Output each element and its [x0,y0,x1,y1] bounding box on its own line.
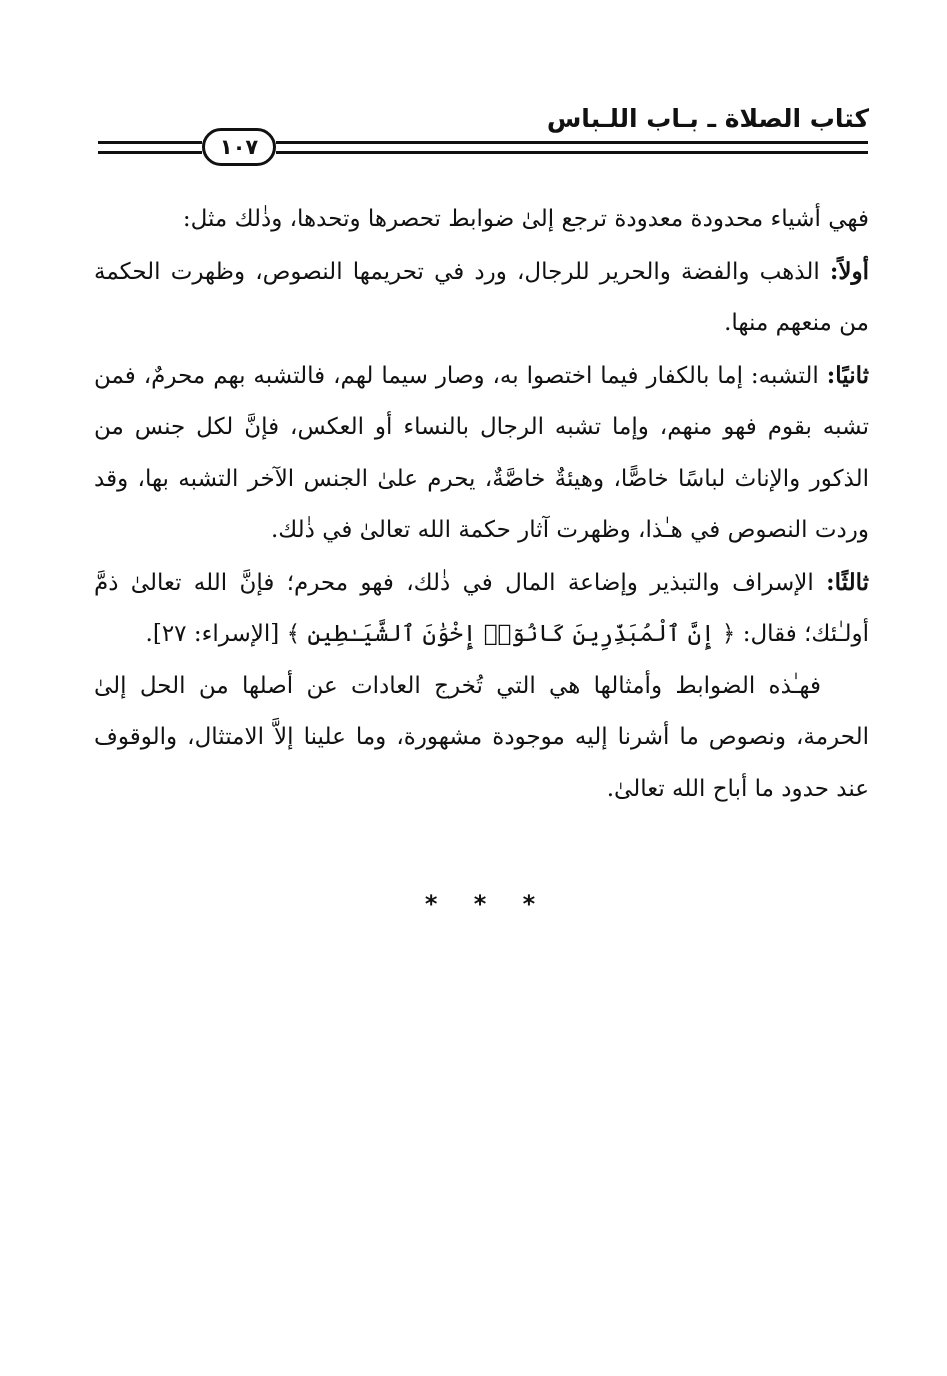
third-point-paragraph [94,557,869,661]
page-body [94,194,869,815]
second-point-paragraph [94,350,869,557]
chapter-title: كتاب الصلاة ـ بـاب اللـباس [546,104,869,133]
intro-paragraph [94,194,869,246]
header-rule-right [276,141,868,154]
paragraph-text: فهي أشياء محدودة معدودة ترجع إلىٰ ضوابط تحصرها وتحدها، وذٰلك مثل: [182,206,869,232]
point-heading: أولاً: [829,257,869,285]
page-number-badge: ١٠٧ [202,128,276,166]
point-heading: ثانيًا: [826,361,869,389]
section-separator: * * * [424,890,536,918]
quran-verse: ﴿ إِنَّ ٱلْمُبَذِّرِينَ كَانُوٓا۟ إِخْوَٰنَ ٱلشَّيَـٰطِينِ ﴾ [286,621,736,647]
first-point-paragraph [94,246,869,350]
header-rule-left [98,141,202,154]
paragraph-text: التشبه: إما بالكفار فيما اختصوا به، وصار سيما لهم، فالتشبه بهم محرمٌ، فمن تشبه بقوم فهو منهم، وإما تشبه الرجال بالنساء أو العكس، فإنَّ لكل جنس من الذكور والإناث لباسًا خاصًّا، وهيئةٌ خاصَّةٌ، يحرم علىٰ الجنس الآخر التشبه بها، وقد وردت النصوص في هـٰذا، وظهرت آثار حكمة الله تعالىٰ في ذٰلك. [94,362,869,543]
verse-citation: [الإسراء: ٢٧]. [145,621,287,647]
paragraph-text: فهـٰذه الضوابط وأمثالها هي التي تُخرج العادات عن أصلها من الحل إلىٰ الحرمة، ونصوص ما أشرنا إليه موجودة مشهورة، وما علينا إلاَّ الامتثال، والوقوف عند حدود ما أباح الله تعالىٰ. [94,672,869,802]
paragraph-text: الإسراف والتبذير وإضاعة المال في ذٰلك، فهو محرم؛ فإنَّ الله تعالىٰ ذمَّ أولـٰئك؛ فقال: [94,569,869,647]
conclusion-paragraph [94,661,869,816]
point-heading: ثالثًا: [826,568,869,596]
paragraph-text: الذهب والفضة والحرير للرجال، ورد في تحريمها النصوص، وظهرت الحكمة من منعهم منها. [94,258,869,336]
